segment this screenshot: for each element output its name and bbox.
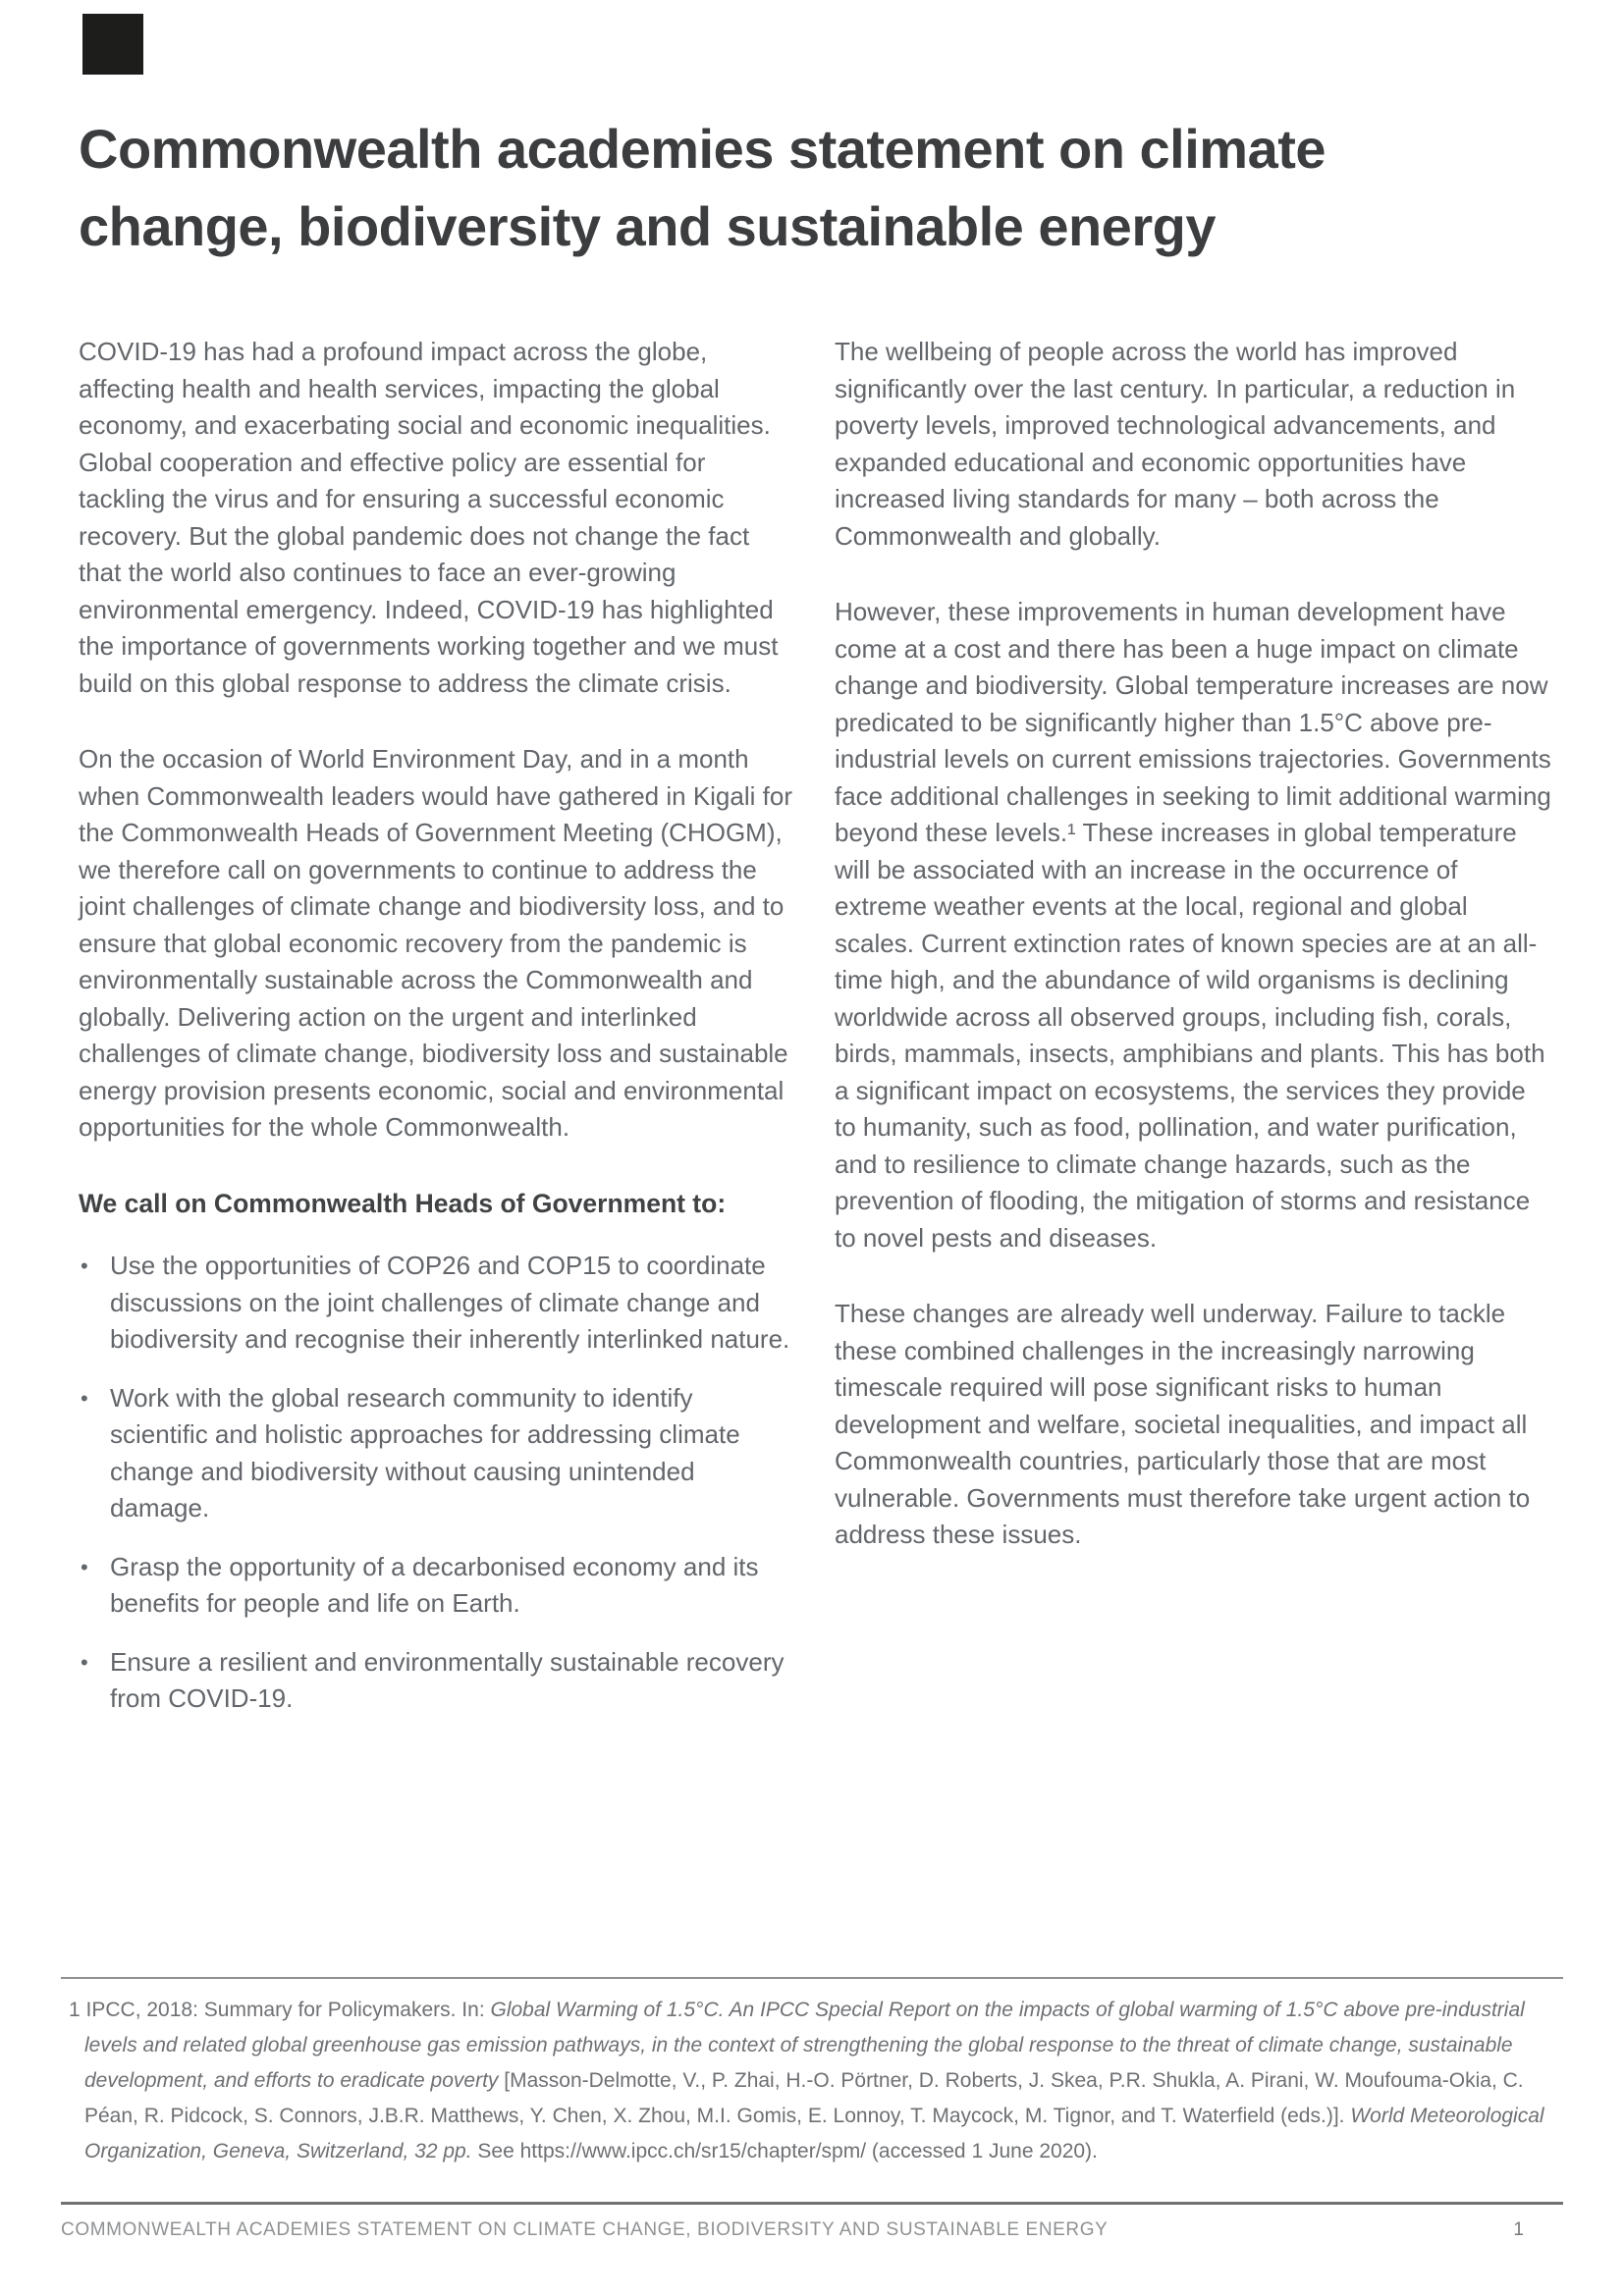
paragraph: However, these improvements in human development have come at a cost and there has been a huge impact on climate change and biodiversity. Global temperature increases are now predicated to be significantly higher than 1.5°C above pre-industrial levels on current emissions trajectories. Governments face additional challenges in seeking to limit additional warming beyond these levels.¹ These increases in global temperature will be associated with an increase in the occurrence of extreme weather events at the local, regional and global scales. Current extinction rates of known species are at an all-time high, and the abundance of wild organisms is declining worldwide across all observed groups, including fish, corals, birds, mammals, insects, amphibians and plants. This has both a significant impact on ecosystems, the services they provide to humanity, such as food, pollination, and water purification, and to resilience to climate change hazards, such as the prevention of flooding, the mitigation of storms and resistance to novel pests and diseases. <box>835 597 1551 1253</box>
list-item <box>79 1644 795 1718</box>
list-item <box>79 1248 795 1359</box>
paragraph: On the occasion of World Environment Day, and in a month when Commonwealth leaders would have gathered in Kigali for the Commonwealth Heads of Government Meeting (CHOGM), we therefore call on governments to continue to address the joint challenges of climate change and biodiversity loss, and to ensure that global economic recovery from the pandemic is environmentally sustainable across the Commonwealth and globally. Delivering action on the urgent and interlinked challenges of climate change, biodiversity loss and sustainable energy provision presents economic, social and environmental opportunities for the whole Commonwealth. <box>79 744 792 1142</box>
brand-square-logo <box>82 14 143 75</box>
page-footer <box>61 2219 1563 2241</box>
page-title <box>79 110 1571 265</box>
list-item-text: Ensure a resilient and environmentally sustainable recovery from COVID-19. <box>110 1646 785 1713</box>
page-number: 1 <box>1513 2219 1524 2240</box>
bullet-icon: • <box>81 1554 88 1579</box>
page-title-line-2: change, biodiversity and sustainable energy <box>79 195 1216 257</box>
bullet-icon: • <box>81 1649 88 1675</box>
footnote-marker: 1 <box>69 1999 81 2021</box>
right-column <box>835 334 1551 1739</box>
list-item <box>79 1380 795 1527</box>
footer-title: COMMONWEALTH ACADEMIES STATEMENT ON CLIMATE CHANGE, BIODIVERSITY AND SUSTAINABLE ENERGY <box>61 2219 1109 2240</box>
list-item <box>79 1549 795 1623</box>
bullet-icon: • <box>81 1254 88 1278</box>
footnote-text: IPCC, 2018: Summary for Policymakers. In: Global Warming of 1.5°C. An IPCC Special Report on the impacts of global warming of 1.5°C above pre-industrial levels and related global greenhouse gas emission pathways, in the context of strengthening the global response to the threat of climate change, sustainable development, and efforts to eradicate poverty [Masson-Delmotte, V., P. Zhai, H.-O. Pörtner, D. Roberts, J. Skea, P.R. Shukla, A. Pirani, W. Moufouma-Okia, C. Péan, R. Pidcock, S. Connors, J.B.R. Matthews, Y. Chen, X. Zhou, M.I. Gomis, E. Lonnoy, T. Maycock, M. Tignor, and T. Waterfield (eds.)]. World Meteorological Organization, Geneva, Switzerland, 32 pp. See https://www.ipcc.ch/sr15/chapter/spm/ (accessed 1 June 2020). <box>84 1999 1544 2163</box>
paragraph: COVID-19 has had a profound impact across the globe, affecting health and health services, impacting the global economy, and exacerbating social and economic inequalities. Global cooperation and effective policy are essential for tackling the virus and for ensuring a successful economic recovery. But the global pandemic does not change the fact that the world also continues to face an ever-growing environmental emergency. Indeed, COVID-19 has highlighted the importance of governments working together and we must build on this global response to address the climate crisis. <box>79 337 779 698</box>
section-heading: We call on Commonwealth Heads of Government to: <box>79 1188 727 1218</box>
footnote-divider <box>61 1977 1563 1979</box>
list-item-text: Use the opportunities of COP26 and COP15 to coordinate discussions on the joint challenges of climate change and biodiversity and recognise their inherently interlinked nature. <box>110 1251 790 1354</box>
page-title-line-1: Commonwealth academies statement on climate <box>79 118 1326 180</box>
footer-divider <box>61 2202 1563 2205</box>
bullet-list <box>79 1248 795 1718</box>
left-column <box>79 334 795 1739</box>
bullet-icon: • <box>81 1385 88 1411</box>
body-columns <box>79 334 1551 1739</box>
footnote <box>69 1993 1557 2169</box>
list-item-text: Grasp the opportunity of a decarbonised economy and its benefits for people and life on Earth. <box>110 1551 759 1618</box>
paragraph: These changes are already well underway. Failure to tackle these combined challenges in the increasingly narrowing timescale required will pose significant risks to human development and welfare, societal inequalities, and impact all Commonwealth countries, particularly those that are most vulnerable. Governments must therefore take urgent action to address these issues. <box>835 1299 1531 1549</box>
paragraph: The wellbeing of people across the world has improved significantly over the last century. In particular, a reduction in poverty levels, improved technological advancements, and expanded educational and economic opportunities have increased living standards for many – both across the Commonwealth and globally. <box>835 337 1516 551</box>
list-item-text: Work with the global research community to identify scientific and holistic approaches for addressing climate change and biodiversity without causing unintended damage. <box>110 1382 740 1522</box>
